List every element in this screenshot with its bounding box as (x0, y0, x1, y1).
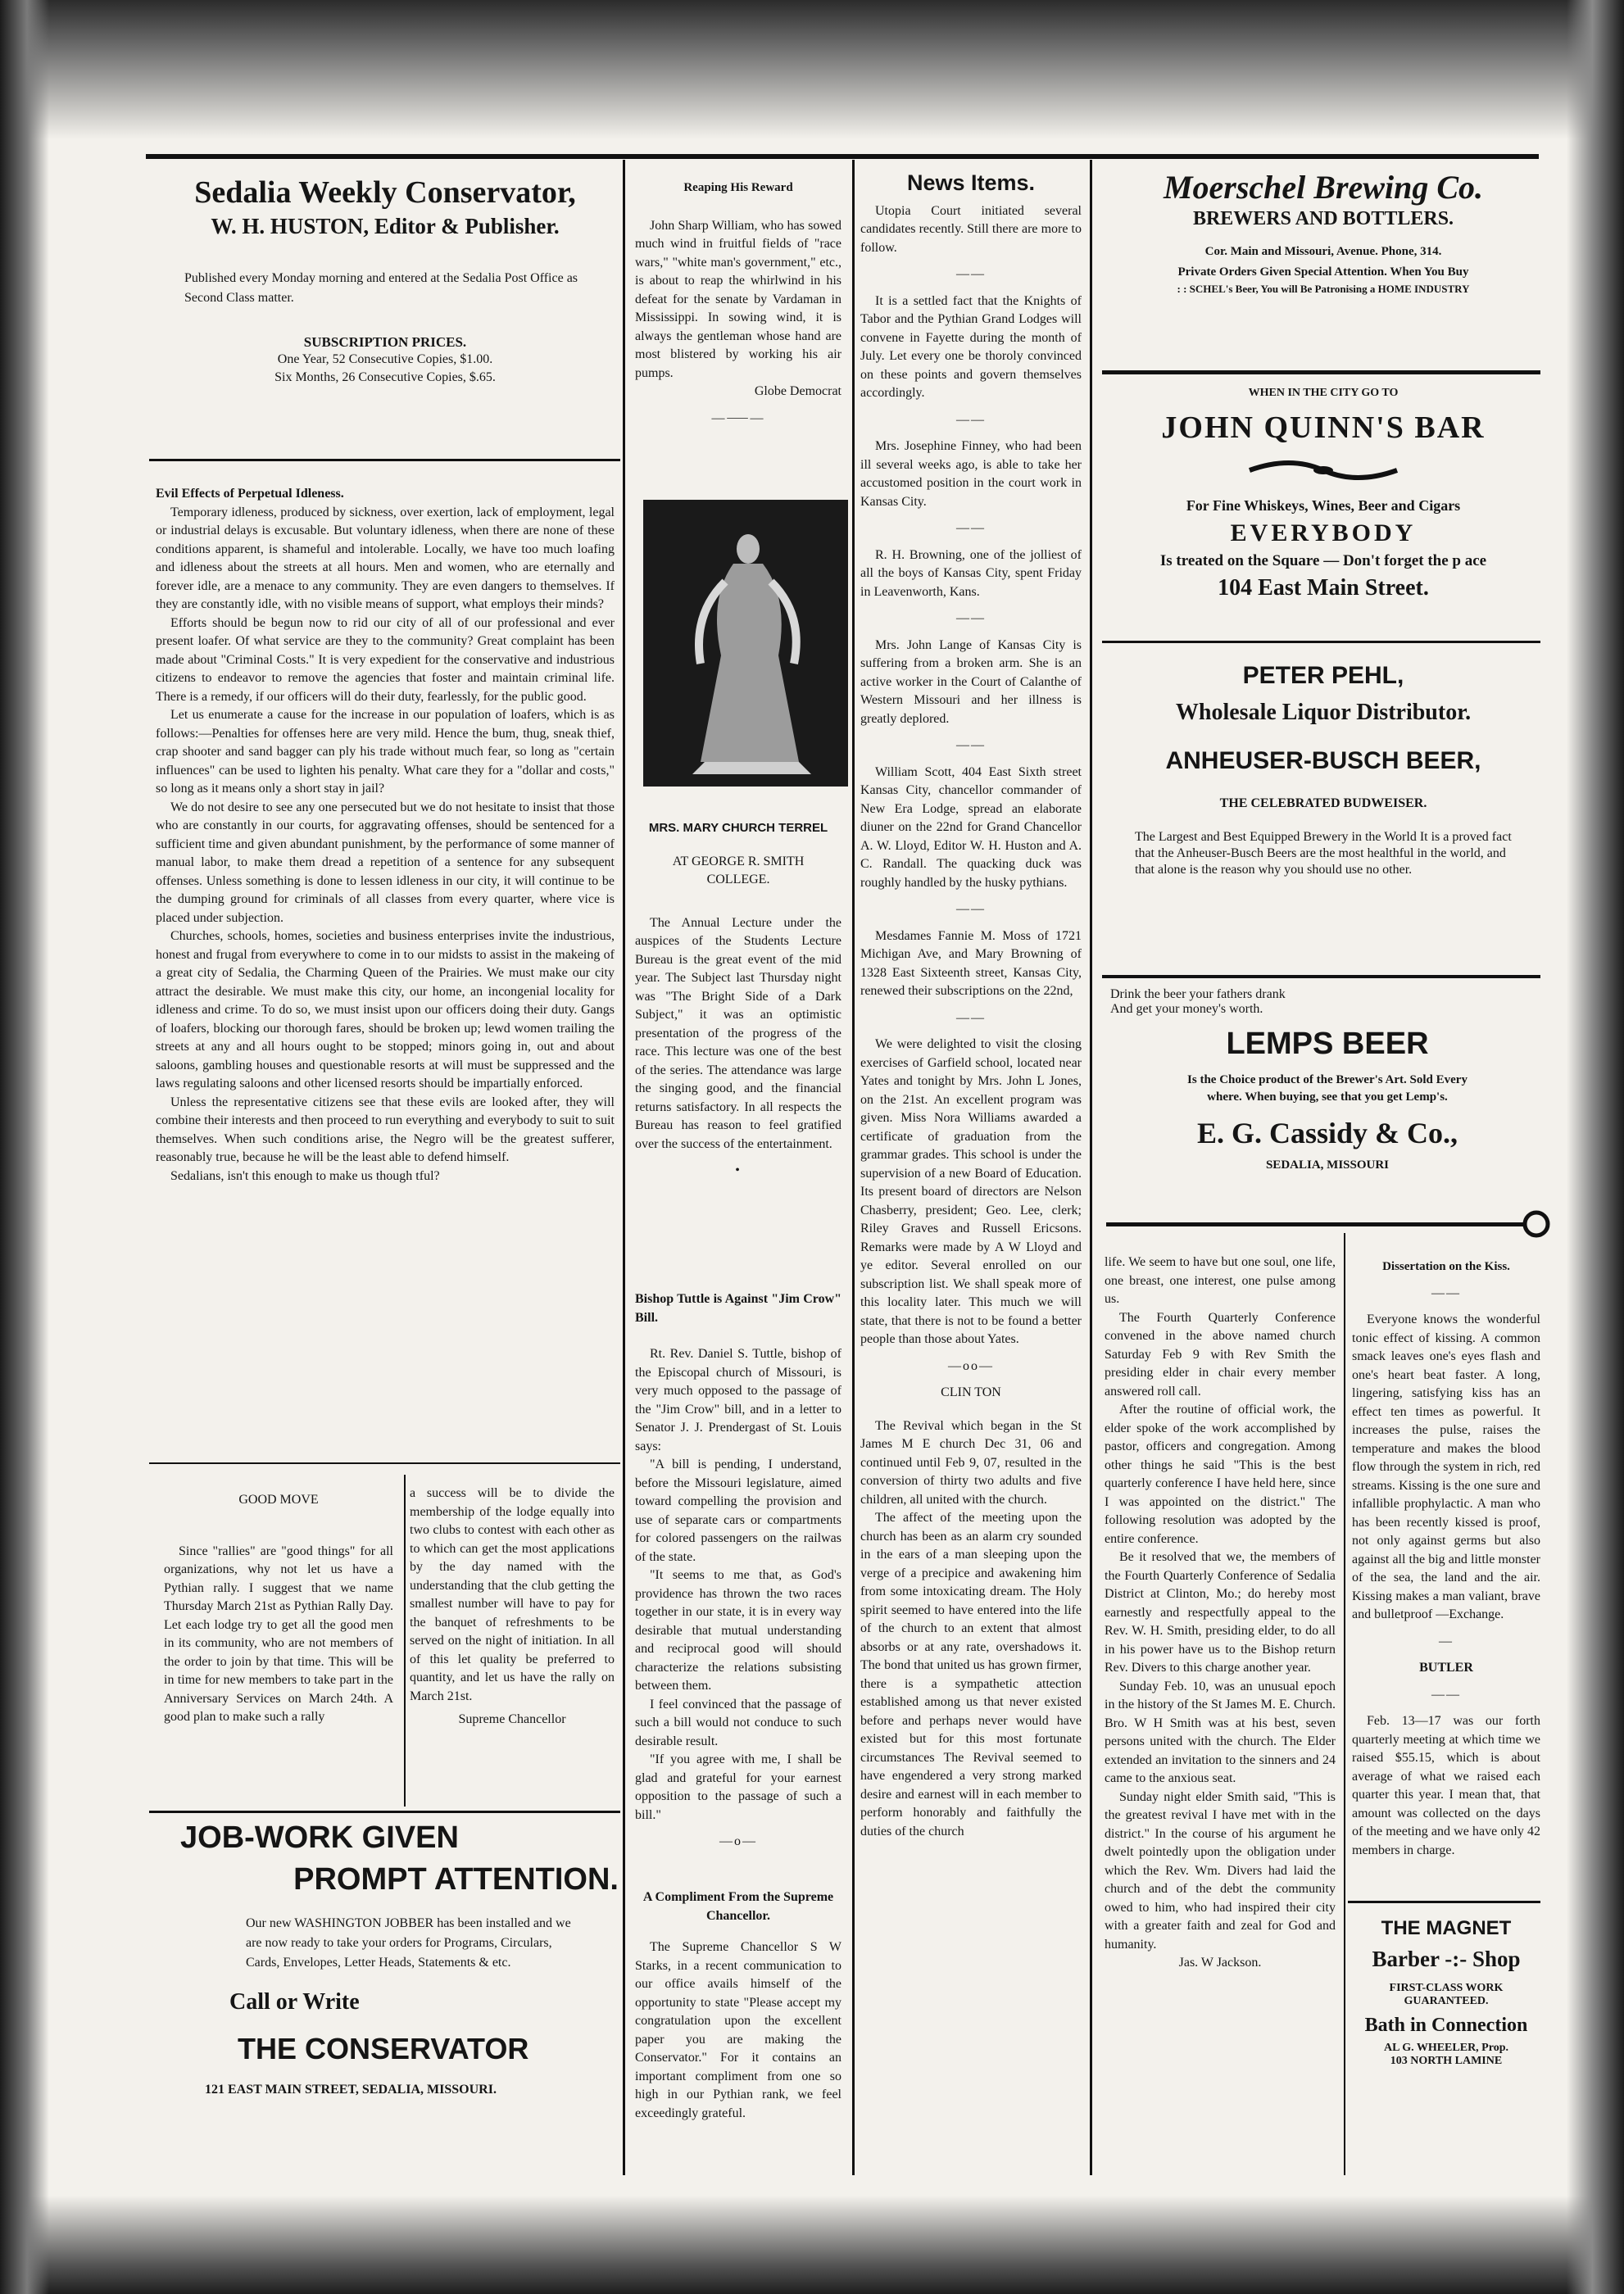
quinn-line-4: 104 East Main Street. (1218, 575, 1429, 601)
quinn-name: JOHN QUINN'S BAR (1161, 410, 1486, 445)
subscription-six-months: Six Months, 26 Consecutive Copies, $.65. (274, 370, 496, 384)
idleness-paragraph: We do not desire to see any one persecuted but we do not hesitate to insist that those who are constantly in our courts, for aggravating offenses, should be sentenced for a sufficient time and given abundant punishment, by the performance of some manner of manual labor, to make them dread a repetition of a sentence for any subsequent offenses. Unless something is done to lessen idleness in our city, it will continue to be the dumping ground for criminals of all classes from every quarter, where vice is placed under subjection. (156, 800, 615, 925)
article-good-move-continued (410, 1485, 615, 1730)
pehl-beer: ANHEUSER-BUSCH BEER, (1165, 747, 1481, 774)
tuttle-paragraph: "It seems to me that, as God's providence has thrown the two races together in our state, it is in every way desirable that mutual understanding and reciprocal good will should characterize the relations subsisting between them. (635, 1568, 841, 1693)
kiss-title: Dissertation on the Kiss. (1382, 1260, 1510, 1273)
reaping-body: John Sharp William, who has sowed much wind in fruitful fields of "race wars," "white man's government," etc., is about to reap the whirlwind in his defeat for the senate by Vardaman in Mississippi. In sowing wind, it is always the gentleman whose hand are most blistered by working his air pumps. (635, 218, 841, 380)
tuttle-paragraph: "A bill is pending, I understand, before the Missouri legislature, aimed toward compelling the provision and use of separate cars or compartments for colored passengers on the railwas of the state. (635, 1458, 841, 1564)
lemps-rule (1102, 975, 1540, 978)
quarterly-signature: Jas. W Jackson. (1178, 1956, 1262, 1970)
pehl-name: PETER PEHL, (1242, 662, 1404, 689)
magnet-line-1: FIRST-CLASS WORK (1389, 1982, 1504, 1994)
column-rule-1 (623, 160, 625, 2175)
kiss-body: Everyone knows the wonderful tonic effect of kissing. A common smack leaves one's eyes flash and one's heart beat faster. A long, lingering, satisfying kiss has an effect ten times as powerful. It increases the pulse, raises the temperature and makes the blood flow through the system in rich, red streams. Kissing is the one sure and infallible prophylactic. A man who has been recently kissed is proof, not only against germs but also against all the big and little monster of the sea, the land and the air. Kissing makes a man valiant, brave and bulletproof —Exchange. (1352, 1312, 1540, 1621)
magnet-name-2: Barber -:- Shop (1372, 1947, 1521, 1971)
separator: —— (956, 1010, 986, 1025)
article-lecture (635, 819, 841, 1189)
circle-ornament-icon (1520, 1208, 1553, 1240)
page-edge-shadow-bottom (0, 2196, 1624, 2294)
news-item: Utopia Court initiated several candidates recently. Still there are more to follow. (860, 203, 1082, 255)
lower-column-rule (1344, 1233, 1345, 2175)
clinton-paragraph: The affect of the meeting upon the church has been as an alarm cry sounded in the ears of a man sleeping upon the verge of a precipice and awakening him from some intoxicating dream. The Holy spirit seemed to have entered into the life of the church to an extent that almost absorbs or at any rate, overshadows it. The bond that united us has grown firmer, there is a sympathetic attection established among us that never existed before and perhaps never would have existed but for this most fortunate circumstances The Revival seemed to have engendered a very strong marked desire and earnest will in each member to perform honorably and faithfully the duties of the church (860, 1511, 1082, 1838)
article-quarterly (1105, 1254, 1336, 1973)
magnet-line-2: GUARANTEED. (1404, 1995, 1489, 2007)
pehl-body: The Largest and Best Equipped Brewery in the World It is a proved fact that the Anheuser-Busch Beers are the most healthful in the world, and that alone is the reason why you should use no other. (1135, 830, 1512, 877)
masthead-rule (149, 459, 620, 461)
jobwork-line-1: JOB-WORK GIVEN (180, 1820, 459, 1855)
quarterly-paragraph: Sunday night elder Smith said, "This is the greatest revival I have met with in the district." In the course of his argument he dwelt pointedly upon the obligation under which the Rev. Wm. Divers had laid the church and of the debt the community owed to him, who had inspired their city with a greater faith and zeal for God and humanity. (1105, 1789, 1336, 1952)
jobwork-rule (149, 1811, 620, 1813)
lemps-city: SEDALIA, MISSOURI (1265, 1158, 1390, 1172)
column-rule-3 (1090, 160, 1092, 2175)
lemps-line-2: where. When buying, see that you get Lemp's. (1207, 1090, 1448, 1104)
moerschel-line-1: Private Orders Given Special Attention. When You Buy (1177, 265, 1469, 279)
idleness-title: Evil Effects of Perpetual Idleness. (156, 487, 344, 501)
portrait-photo (643, 500, 848, 787)
subscription-title: SUBSCRIPTION PRICES. (303, 334, 467, 350)
quinn-ad (1102, 387, 1545, 601)
lower-rule (1106, 1222, 1524, 1226)
masthead-editor: W. H. HUSTON, Editor & Publisher. (211, 214, 560, 238)
separator: —o— (719, 1834, 757, 1848)
compliment-title: A Compliment From the Supreme Chancellor. (642, 1890, 834, 1923)
column-rule-2 (852, 160, 855, 2175)
lecture-title-1: AT GEORGE R. SMITH (672, 854, 805, 868)
moerschel-ad (1102, 168, 1545, 296)
separator: • (735, 1163, 742, 1177)
separator: —— (956, 267, 986, 281)
article-compliment (635, 1888, 841, 2123)
ornament-icon (1241, 454, 1405, 487)
subscription-year: One Year, 52 Consecutive Copies, $1.00. (277, 352, 493, 366)
separator: —oo— (948, 1358, 994, 1373)
lemps-line-1: Is the Choice product of the Brewer's Art. Sold Every (1187, 1073, 1467, 1086)
news-item: William Scott, 404 East Sixth street Kansas City, chancellor commander of New Era Lodge, spread an elaborate diuner on the 22nd for Grand Chancellor A. W. Lloyd, Editor W. H. Huston and A. C. Randall. The quacking duck was roughly handled by the husky pythians. (860, 764, 1082, 890)
quarterly-paragraph: life. We seem to have but one soul, one life, one breast, one interest, one pulse among us. (1105, 1255, 1336, 1306)
quinn-line-3: Is treated on the Square — Don't forget the p ace (1159, 552, 1487, 569)
article-idleness (156, 485, 615, 1186)
masthead (160, 174, 610, 387)
quinn-line-2: EVERYBODY (1230, 519, 1417, 546)
article-kiss (1352, 1258, 1540, 1860)
tuttle-title: Bishop Tuttle is Against "Jim Crow" Bill. (635, 1292, 841, 1325)
separator: —— (1431, 1687, 1461, 1702)
good-move-signature: Supreme Chancellor (458, 1712, 566, 1726)
compliment-body: The Supreme Chancellor S W Starks, in a recent communication to our office avails himself of the opportunity to state "Please accept my congratulation upon the excellent paper you are making the Conservator." For it contains an important compliment from one so high in our Pythian rank, we feel exceedingly grateful. (635, 1940, 841, 2120)
clinton-paragraph: The Revival which began in the St James M E church Dec 31, 06 and continued until Feb 9, 07, resulted in the conversion of thirty two adults and five children, all united with the church. (860, 1418, 1082, 1507)
news-item: We were delighted to visit the closing exercises of Garfield school, located near Yates and tonight by Mrs. John L Jones, on the 21st. An excellent program was given. Miss Nora Williams awarded a certificate of graduation from the grammar grades. This school is under the supervision of a new Board of Education. Its present board of directors are Nelson Chasberry, president; Geo. Lee, clerk; Riley Graves and Russell Ericsons. Remarks were made by A W Lloyd and ye editor. Several enrolled on our subscription list. We shall speak more of this locality later. This much we will state, that there is not to be found a better people than those about Yates. (860, 1037, 1082, 1346)
page-edge-shadow-right (1567, 0, 1624, 2294)
clinton-title: CLIN TON (941, 1385, 1001, 1399)
idleness-paragraph: Let us enumerate a cause for the increase in our population of loafers, which is as follows:—Penalties for offenses here are very mild. Hence the bum, thug, sneak thief, crap shooter and sand bagger can ply his trade without much fear, so long as "certain influences" can be used to lighten his penalty. What care they for a "dollar and costs," so long as it means only a short stay in jail? (156, 708, 615, 796)
lecture-body: The Annual Lecture under the auspices of the Students Lecture Bureau is the great event of the mid year. The Subject last Thursday night was "The Bright Side of a Dark Subject," it was an optimistic presentation of the progress of the race. This lecture was one of the best of the series. The attendance was large the singing good, and the financial returns satisfactory. In all respects the Bureau has reason to feel gratified over the success of the entertainment. (635, 915, 841, 1151)
magnet-line-5: 103 NORTH LAMINE (1390, 2055, 1503, 2067)
jobwork-line-2: PROMPT ATTENTION. (293, 1862, 619, 1897)
news-item: Mrs. John Lange of Kansas City is suffering from a broken arm. She is an active worker in the Court of Calanthe of Western Missouri and her illness is greatly deplored. (860, 637, 1082, 726)
separator: —— (956, 412, 986, 427)
lecture-title-2: COLLEGE. (706, 873, 770, 886)
quarterly-paragraph: Be it resolved that we, the members of the Fourth Quarterly Conference of Sedalia District at Clinton, Mo.; do hereby most earnestly and respectfully appeal to the Rev. W. H. Smith, presiding elder, to do all in his power have us to the Bishop return Rev. Divers to this charge another year. (1105, 1550, 1336, 1675)
magnet-line-4: AL G. WHEELER, Prop. (1384, 2042, 1508, 2054)
jobwork-name: THE CONSERVATOR (238, 2032, 529, 2065)
quarterly-paragraph: The Fourth Quarterly Conference convened in the above named church Saturday Feb 9 with Rev Smith the presiding elder in chair every member answered roll call. (1105, 1310, 1336, 1399)
article-tuttle (635, 1290, 841, 1860)
article-good-move (164, 1491, 393, 1727)
moerschel-name: Moerschel Brewing Co. (1163, 169, 1484, 206)
top-rule (146, 154, 1539, 159)
jobwork-body: Our new WASHINGTON JOBBER has been installed and we are now ready to take your orders for Programs, Circulars, Cards, Envelopes, Letter Heads, Statements & etc. (246, 1916, 571, 1970)
idleness-paragraph: Churches, schools, homes, societies and business enterprises invite the industrious, honest and frugal from everywhere to come in to our midsts to assist in the makeing of a great city of Sedalia, the Charming Queen of the Prairies. We must make our city attract the desirable. We must make this city, our home, an incongenial locality for idleness and crime. To do so, we must insist upon our officers doing their duty. Gangs of loafers, blocking our thorough fares, should be broken up; lewd women trailing the streets at any and all hours ought to be stopped; minors going in, out and about saloons, gambling houses and questionable resorts at will must be suppressed and the laws regulating saloons and other licensed resorts should be impartially enforced. (156, 929, 615, 1090)
separator: —⸺— (711, 410, 765, 425)
good-move-right-text: a success will be to divide the membership of the lodge equally into two clubs to contest with each other as to which can get the most applications by the day named with the understanding that the club getting the smallest number will have to pay for the banquet of refreshments to be served on the night of initiation. In all of this let quality be preferred to quantity, and let us have the rally on March 21st. (410, 1486, 615, 1703)
pehl-celebrated: THE CELEBRATED BUDWEISER. (1219, 796, 1427, 810)
lemps-name: LEMPS BEER (1226, 1027, 1429, 1061)
pehl-rule (1102, 641, 1540, 643)
good-move-rule (149, 1462, 620, 1464)
news-item: It is a settled fact that the Knights of Tabor and the Pythian Grand Lodges will convene in Fayette during the month of July. Let every one be thoroly convinced on these points and govern themselves accordingly. (860, 293, 1082, 400)
separator: —— (956, 611, 986, 625)
jobwork-address: 121 EAST MAIN STREET, SEDALIA, MISSOURI. (205, 2083, 497, 2097)
magnet-ad (1348, 1917, 1545, 2068)
magnet-rule (1348, 1901, 1540, 1903)
magnet-name-1: THE MAGNET (1381, 1917, 1512, 1939)
page-edge-shadow-top (0, 0, 1624, 139)
separator: —— (956, 521, 986, 535)
lemps-intro-2: And get your money's worth. (1110, 1002, 1263, 1016)
news-item: Mesdames Fannie M. Moss of 1721 Michigan Ave, and Mary Browning of 1328 East Sixteenth street, Kansas City, renewed their subscriptions on the 22nd, (860, 928, 1082, 998)
good-move-left-text: Since "rallies" are "good things" for all organizations, why not let us have a Pythian rally. I suggest that we name Thursday March 21st as Pythian Rally Day. Let each lodge try to get all the good men in its community, who are not members of the order to join by that time. This will be in time for new members to take part in the Anniversary Services on March 24th. A good plan to make such a rally (164, 1544, 393, 1724)
news-title: News Items. (906, 170, 1036, 195)
article-reaping (635, 179, 841, 436)
good-move-title: GOOD MOVE (238, 1493, 319, 1507)
pehl-role: Wholesale Liquor Distributor. (1175, 700, 1472, 725)
quinn-rule (1102, 370, 1540, 374)
lemps-ad (1110, 987, 1545, 1172)
photo-caption: MRS. MARY CHURCH TERREL (648, 821, 828, 835)
idleness-paragraph: Sedalians, isn't this enough to make us though tful? (170, 1168, 440, 1183)
news-item: Mrs. Josephine Finney, who had been ill several weeks ago, is able to take her accustomed position in the court work in Kansas City. (860, 439, 1082, 509)
moerschel-sub: BREWERS AND BOTTLERS. (1192, 208, 1454, 229)
good-move-column-rule (404, 1475, 406, 1807)
photo-frame (643, 500, 848, 787)
quarterly-paragraph: After the routine of official work, the elder spoke of the work accomplished by pastor, officers and congregation. Among other things he said "This is the best quarterly conference I have held here, since I was appointed on the district." The following resolution was adopted by the entire conference. (1105, 1403, 1336, 1546)
separator: —— (956, 738, 986, 752)
lemps-dealer: E. G. Cassidy & Co., (1196, 1117, 1458, 1149)
idleness-paragraph: Unless the representative citizens see that these evils are looked after, they will combine their interests and then proceed to run everything and everybody to suit to suit themselves. When such conditions arise, the Negro will be the greatest sufferer, reasonably true, because he will be the least able to defend himself. (156, 1095, 615, 1164)
moerschel-line-2: : : SCHEL's Beer, You will Be Patronising a HOME INDUSTRY (1177, 283, 1470, 295)
news-items (860, 170, 1082, 1841)
separator: —— (1431, 1285, 1461, 1300)
masthead-title: Sedalia Weekly Conservator, (194, 175, 576, 210)
moerschel-address: Cor. Main and Missouri, Avenue. Phone, 314. (1204, 245, 1442, 258)
butler-title: BUTLER (1419, 1661, 1473, 1675)
news-item: R. H. Browning, one of the jolliest of all the boys of Kansas City, spent Friday in Leavenworth, Kans. (860, 547, 1082, 599)
tuttle-paragraph: "If you agree with me, I shall be glad and grateful for your earnest opposition to the passage of such a bill." (635, 1752, 841, 1822)
tuttle-paragraph: I feel convinced that the passage of such a bill would not conduce to such desirable result. (635, 1697, 841, 1748)
tuttle-paragraph: Rt. Rev. Daniel S. Tuttle, bishop of the Episcopal church of Missouri, is very much opposed to the passage of the "Jim Crow" bill, and in a letter to Senator J. J. Prendergast of St. Louis says: (635, 1347, 841, 1453)
pehl-ad (1102, 662, 1545, 878)
quarterly-paragraph: Sunday Feb. 10, was an unusual epoch in the history of the St James M. E. Church. Bro. W H Smith was at his best, seven persons united with the church. The Elder extended an invitation to the sinners and 24 came to the anxious seat. (1105, 1679, 1336, 1785)
quinn-line-1: For Fine Whiskeys, Wines, Beer and Cigars (1186, 497, 1461, 514)
reaping-source: Globe Democrat (754, 384, 841, 398)
jobwork-ad (156, 1820, 619, 2097)
page-edge-shadow-left (0, 0, 49, 2294)
jobwork-call: Call or Write (229, 1989, 360, 2015)
separator: — (1439, 1634, 1454, 1648)
idleness-paragraph: Efforts should be begun now to rid our city of all of our professional and ever present loafer. Of what service are they to the community? Great complaint has been made about "Criminal Costs." It is very expedient for the conservative and industrious citizens to endeavor to remove the agencies that foster and maintain criminal life. There is a remedy, if our officers will do their duty, fearlessly, for the public good. (156, 615, 615, 704)
quinn-pre: WHEN IN THE CITY GO TO (1248, 387, 1399, 399)
butler-body: Feb. 13—17 was our forth quarterly meeting at which time we raised $55.15, which is about average of what we raised each quarter this year. I mean that, that amount was collected on the days of the meeting and we have only 42 members in charge. (1352, 1714, 1540, 1857)
masthead-notice: Published every Monday morning and entered at the Sedalia Post Office as Second Class matter. (184, 271, 578, 305)
idleness-paragraph: Temporary idleness, produced by sickness, over exertion, lack of employment, legal or industrial delays is excusable. But voluntary idleness, when there are none of these conditions apparent, is shameful and intolerable. Locally, we have too much loafing and idleness about the streets at all hours. Men and women, who are eternally and forever idle, are a menace to any community. They are even dangers to themselves. If they are constantly idle, with no visible means of support, what employs their minds? (156, 505, 615, 611)
magnet-line-3: Bath in Connection (1364, 2015, 1528, 2036)
reaping-title: Reaping His Reward (683, 181, 793, 194)
separator: —— (956, 902, 986, 916)
lemps-intro-1: Drink the beer your fathers drank (1110, 987, 1286, 1001)
